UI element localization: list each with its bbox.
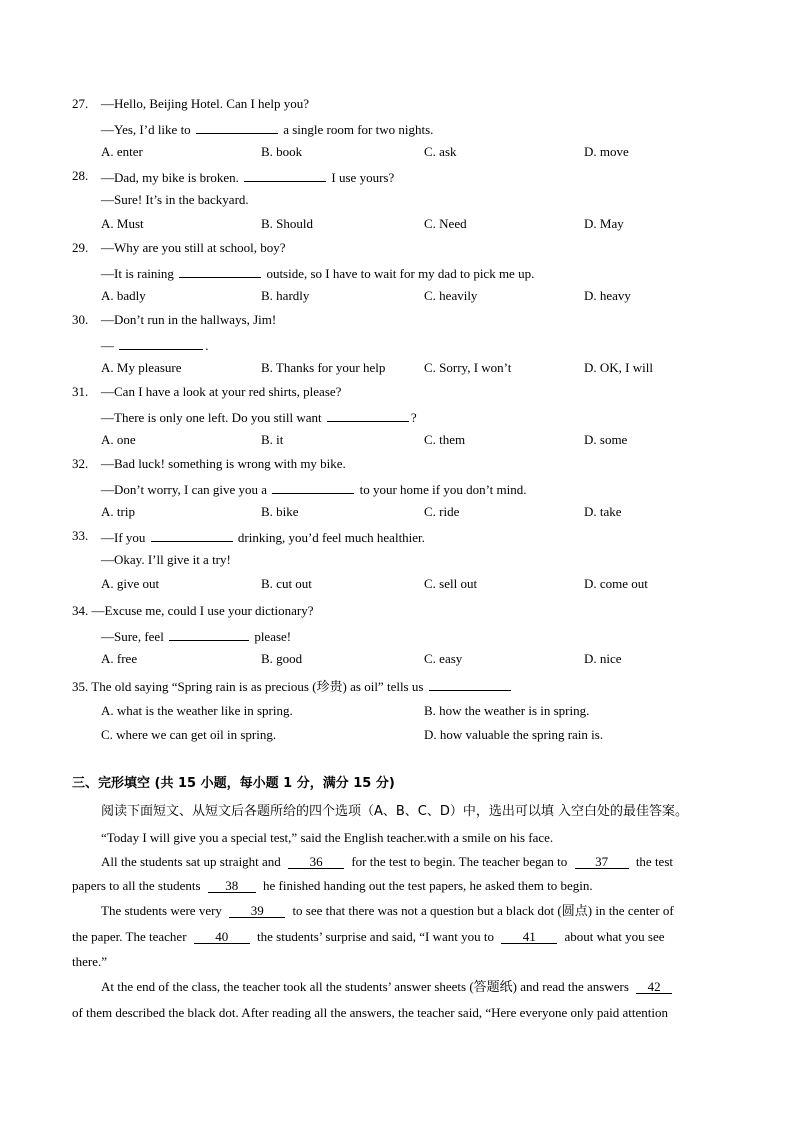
- question-text: —Bad luck! something is wrong with my bike.: [101, 456, 346, 471]
- option-d[interactable]: D. come out: [584, 576, 648, 591]
- passage-line-3: [72, 879, 593, 893]
- q34-stem: 34. —Excuse me, could I use your dictionary?: [72, 603, 314, 618]
- question-text: —It is raining: [101, 266, 178, 281]
- question-text: —Dad, my bike is broken.: [101, 170, 243, 185]
- passage-text: The students were very: [101, 903, 226, 918]
- passage-line-6: there.”: [72, 954, 108, 969]
- question-line: [72, 528, 425, 545]
- question-number: 29.: [72, 240, 89, 255]
- option-c[interactable]: C. Sorry, I won’t: [424, 360, 512, 375]
- question-line: [101, 121, 433, 136]
- passage-text: All the students sat up straight and: [101, 854, 285, 869]
- question-text: —Okay. I’ll give it a try!: [101, 552, 231, 567]
- q34-answer-pre: —Sure, feel: [101, 629, 168, 644]
- passage-line-4: [101, 904, 674, 918]
- question-text: —Hello, Beijing Hotel. Can I help you?: [101, 96, 309, 111]
- answer-blank[interactable]: [151, 529, 233, 542]
- option-c[interactable]: C. Need: [424, 216, 467, 231]
- question-text: I use yours?: [328, 170, 395, 185]
- question-text: ?: [410, 410, 417, 425]
- question-text: a single room for two nights.: [279, 122, 434, 137]
- option-b[interactable]: B. it: [261, 432, 284, 447]
- passage-text: about what you see: [561, 929, 665, 944]
- blank-41[interactable]: 41: [501, 930, 557, 944]
- option-c[interactable]: C. heavily: [424, 288, 478, 303]
- option-b[interactable]: B. Thanks for your help: [261, 360, 386, 375]
- question-line: [72, 456, 346, 471]
- question-line: [72, 96, 309, 111]
- passage-text: papers to all the students: [72, 878, 204, 893]
- question-line: [101, 553, 231, 566]
- question-text: —: [101, 338, 118, 353]
- option-b[interactable]: B. bike: [261, 504, 299, 519]
- question-line: [101, 337, 209, 352]
- passage-text: the students’ surprise and said, “I want you to: [253, 929, 498, 944]
- question-text: —There is only one left. Do you still want: [101, 410, 325, 425]
- q35-stem: 35. The old saying “Spring rain is as precious (珍贵) as oil” tells us: [72, 679, 427, 694]
- option-a[interactable]: A. one: [101, 432, 136, 447]
- q35-option-b[interactable]: B. how the weather is in spring.: [424, 703, 590, 718]
- answer-blank[interactable]: [119, 337, 203, 350]
- option-c[interactable]: C. ride: [424, 504, 460, 519]
- passage-text: to see that there was not a question but a black dot (圆点) in the center of: [289, 903, 674, 918]
- answer-blank[interactable]: [327, 409, 409, 422]
- option-d[interactable]: D. take: [584, 504, 622, 519]
- option-c[interactable]: C. ask: [424, 144, 457, 159]
- question-number: 32.: [72, 456, 89, 471]
- option-b[interactable]: B. book: [261, 144, 303, 159]
- question-line: [101, 409, 417, 424]
- question-text: .: [205, 338, 209, 353]
- q35-stem-line: [72, 678, 513, 693]
- option-d[interactable]: D. some: [584, 432, 628, 447]
- question-text: —Why are you still at school, boy?: [101, 240, 286, 255]
- option-d[interactable]: D. OK, I will: [584, 360, 653, 375]
- question-number: 28.: [72, 168, 89, 183]
- option-a[interactable]: A. enter: [101, 144, 143, 159]
- q34-option-c[interactable]: C. easy: [424, 651, 463, 666]
- option-d[interactable]: D. move: [584, 144, 629, 159]
- question-text: outside, so I have to wait for my dad to pick me up.: [263, 266, 535, 281]
- question-line: [101, 193, 249, 206]
- passage-paragraph-1: “Today I will give you a special test,” said the English teacher.with a smile on his face.: [101, 830, 554, 845]
- q35-option-a[interactable]: A. what is the weather like in spring.: [101, 703, 293, 718]
- blank-39[interactable]: 39: [229, 904, 285, 918]
- q34-answer-post: please!: [251, 629, 292, 644]
- blank-42[interactable]: 42: [636, 980, 672, 994]
- q34-option-a[interactable]: A. free: [101, 651, 138, 666]
- blank-40[interactable]: 40: [194, 930, 250, 944]
- question-line: [72, 312, 277, 327]
- question-number: 30.: [72, 312, 89, 327]
- question-number: 27.: [72, 96, 89, 111]
- question-text: —Don’t run in the hallways, Jim!: [101, 312, 277, 327]
- option-d[interactable]: D. heavy: [584, 288, 631, 303]
- question-line: [72, 384, 342, 399]
- option-a[interactable]: A. My pleasure: [101, 360, 182, 375]
- option-b[interactable]: B. Should: [261, 216, 314, 231]
- q34-answer-line: [101, 628, 291, 643]
- passage-text: for the test to begin. The teacher began to: [348, 854, 571, 869]
- question-number: 33.: [72, 528, 89, 543]
- question-line: [72, 168, 395, 185]
- option-d[interactable]: D. May: [584, 216, 624, 231]
- q35-option-c[interactable]: C. where we can get oil in spring.: [101, 727, 277, 742]
- question-text: —Sure! It’s in the backyard.: [101, 192, 249, 207]
- section-instruction: 阅读下面短文、从短文后各题所给的四个选项（A、B、C、D）中，选出可以填 入空白处的最佳答案。: [101, 804, 689, 819]
- blank-37[interactable]: 37: [575, 855, 629, 869]
- question-text: to your home if you don’t mind.: [356, 482, 527, 497]
- passage-line-2: [101, 855, 673, 869]
- option-a[interactable]: A. trip: [101, 504, 135, 519]
- answer-blank[interactable]: [196, 121, 278, 134]
- option-c[interactable]: C. sell out: [424, 576, 478, 591]
- passage-text: the paper. The teacher: [72, 929, 190, 944]
- question-text: drinking, you’d feel much healthier.: [234, 530, 425, 545]
- question-line: [101, 481, 527, 496]
- question-text: —Can I have a look at your red shirts, please?: [101, 384, 342, 399]
- answer-blank[interactable]: [272, 481, 354, 494]
- question-text: —Yes, I’d like to: [101, 122, 194, 137]
- option-b[interactable]: B. hardly: [261, 288, 310, 303]
- section-heading: 三、完形填空 (共 15 小题，每小题 1 分，满分 15 分): [72, 776, 395, 791]
- q35-option-d[interactable]: D. how valuable the spring rain is.: [424, 727, 604, 742]
- q35-blank[interactable]: [429, 678, 511, 691]
- option-a[interactable]: A. Must: [101, 216, 144, 231]
- passage-text: he finished handing out the test papers, he asked them to begin.: [259, 878, 593, 893]
- option-a[interactable]: A. badly: [101, 288, 146, 303]
- passage-line-7: [101, 980, 676, 994]
- passage-text: At the end of the class, the teacher took all the students’ answer sheets (答题纸) and read the answers: [101, 979, 633, 994]
- passage-text: the test: [632, 854, 673, 869]
- blank-38[interactable]: 38: [208, 879, 256, 893]
- question-line: [101, 265, 534, 280]
- answer-blank[interactable]: [244, 169, 326, 182]
- answer-blank[interactable]: [179, 265, 261, 278]
- option-a[interactable]: A. give out: [101, 576, 160, 591]
- option-c[interactable]: C. them: [424, 432, 466, 447]
- passage-line-5: [72, 930, 665, 944]
- question-text: —Don’t worry, I can give you a: [101, 482, 271, 497]
- blank-36[interactable]: 36: [288, 855, 344, 869]
- q34-option-d[interactable]: D. nice: [584, 651, 622, 666]
- q34-option-b[interactable]: B. good: [261, 651, 303, 666]
- passage-line-8: of them described the black dot. After reading all the answers, the teacher said, “Here everyone only paid attention: [72, 1005, 668, 1020]
- question-text: —If you: [101, 530, 149, 545]
- q34-blank[interactable]: [169, 628, 249, 641]
- question-line: [72, 240, 286, 255]
- question-number: 31.: [72, 384, 89, 399]
- option-b[interactable]: B. cut out: [261, 576, 312, 591]
